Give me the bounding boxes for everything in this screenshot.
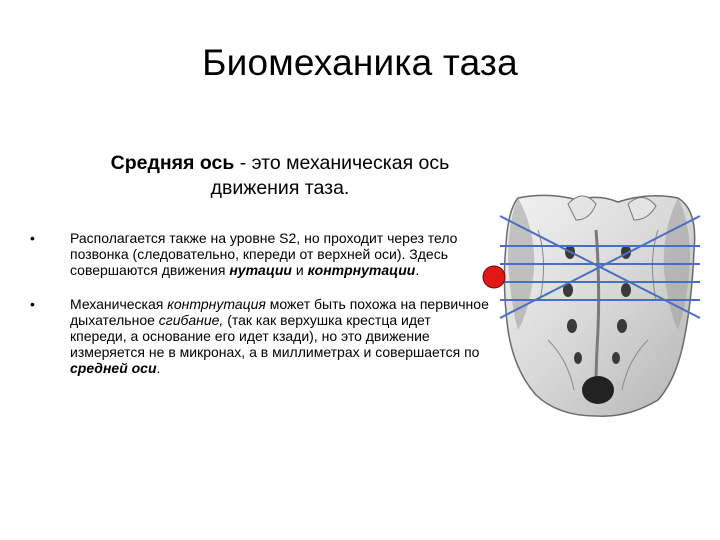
- bullet-text: Располагается также на уровне S2, но проходит через тело позвонка (следовательно, кпереди от верхней оси). Здесь совершаются движения: [70, 230, 458, 278]
- term-flexion: сгибание,: [158, 312, 224, 329]
- bullet-list: [30, 231, 490, 376]
- subtitle-definition: - это механическая ось: [234, 152, 450, 174]
- sacrum-figure: [478, 190, 718, 425]
- bullet-text: может быть похожа на первичное дыхательное: [70, 296, 489, 329]
- axis-marker-dot: [483, 266, 505, 288]
- term-counternutation: контрнутации: [307, 261, 416, 278]
- bullet-text: .: [415, 261, 420, 278]
- sacrum-illustration: [478, 190, 718, 425]
- term-middle-axis: средней оси: [70, 359, 157, 376]
- bullet-text: (так как верхушка крестца идет кпереди, а основание его идет кзади), но это движение измеряется не в микронах, а в миллиметрах и совершается по: [70, 312, 480, 360]
- subtitle-term: Средняя ось: [110, 152, 235, 174]
- bullet-marker: •: [30, 296, 35, 313]
- bullet-text: Механическая: [70, 296, 168, 313]
- bullet-item: [30, 297, 490, 376]
- bullet-text: .: [156, 359, 161, 376]
- term-nutation: нутации: [229, 261, 292, 278]
- term-counternutation: контрнутация: [167, 296, 266, 313]
- bullet-text: и: [291, 261, 308, 278]
- slide-subtitle: [40, 151, 520, 201]
- bullet-marker: •: [30, 230, 35, 246]
- subtitle-line-2: движения таза.: [210, 177, 350, 199]
- slide-title: Биомеханика таза: [202, 42, 518, 83]
- bullet-item: [30, 231, 490, 278]
